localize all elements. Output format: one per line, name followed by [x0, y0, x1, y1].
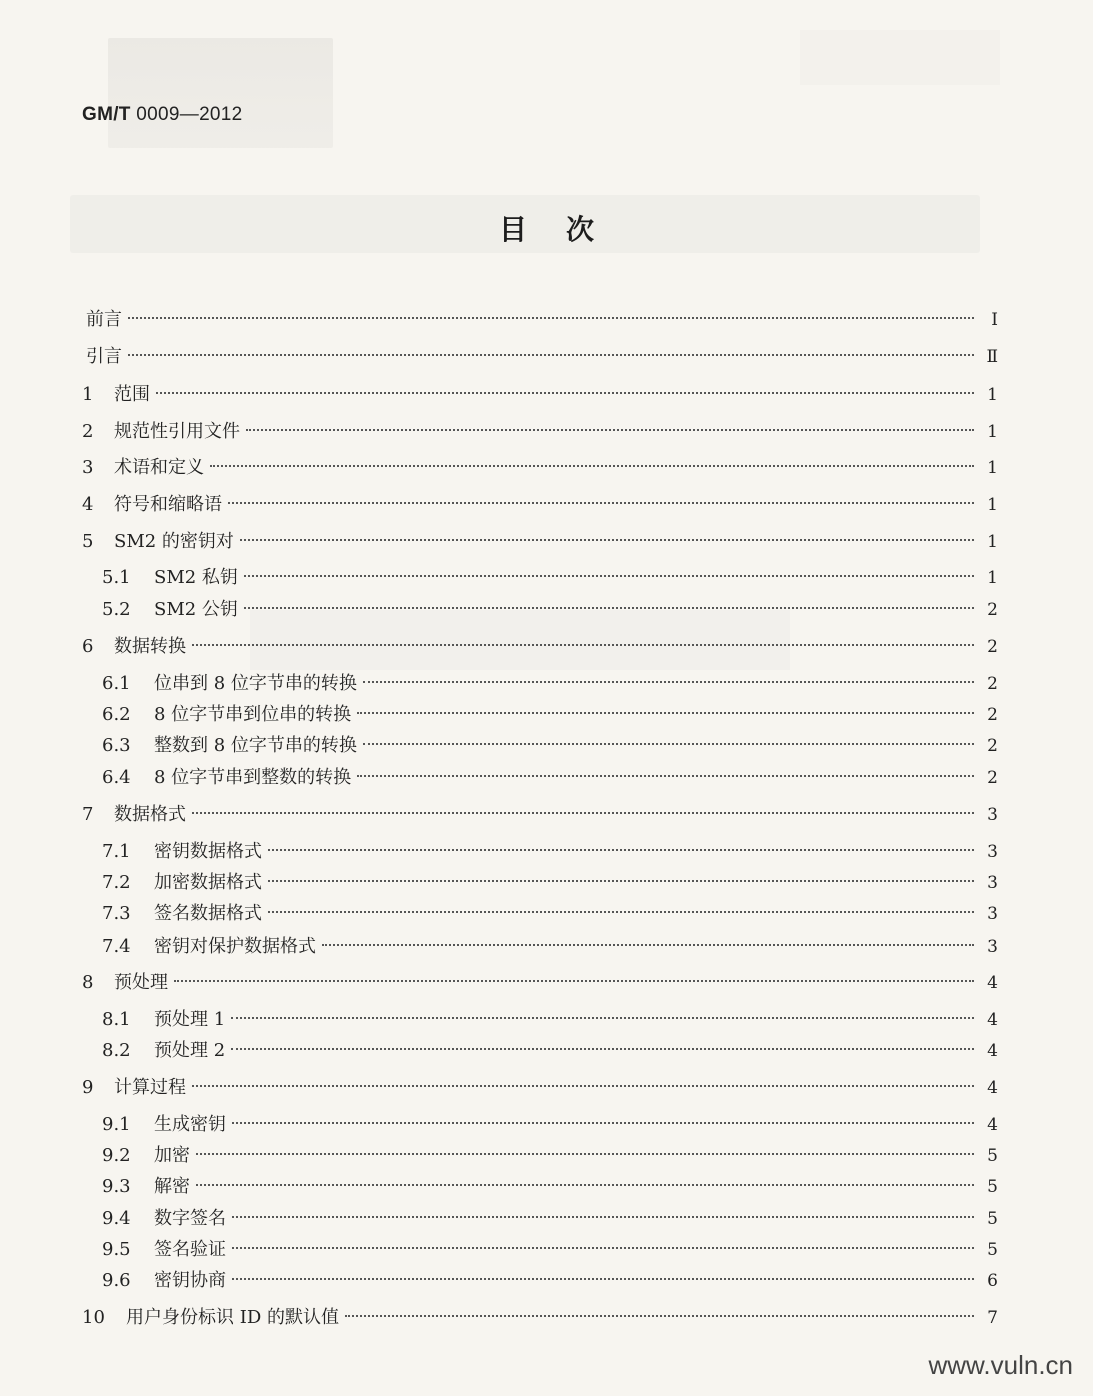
dot-leader — [231, 1017, 974, 1019]
toc-entry-page: 1 — [987, 385, 998, 405]
toc-entry[interactable] — [102, 837, 998, 867]
toc-entry[interactable] — [82, 1073, 998, 1103]
code-number: 0009—2012 — [136, 104, 243, 125]
dot-leader — [128, 354, 974, 356]
toc-entry-page: 1 — [987, 568, 998, 588]
toc-entry-label: 8 位字节串到整数的转换 — [154, 767, 352, 788]
toc-entry-label: 符号和缩略语 — [114, 494, 222, 515]
toc-entry-number: 9.4 — [102, 1208, 131, 1229]
toc-entry-label: 密钥协商 — [154, 1270, 226, 1291]
toc-entry-number: 4 — [82, 494, 94, 515]
toc-entry-page: 2 — [987, 768, 998, 788]
toc-entry-number: 3 — [82, 457, 94, 478]
toc-entry-number: 8 — [82, 972, 94, 993]
toc-entry-page: 1 — [987, 458, 998, 478]
toc-entry-page: 4 — [987, 1078, 998, 1098]
toc-entry[interactable] — [102, 763, 998, 793]
toc-entry-page: 4 — [987, 1041, 998, 1061]
toc-entry-page: 5 — [987, 1209, 998, 1229]
toc-entry-number: 6.1 — [102, 673, 131, 694]
toc-entry-page: 4 — [987, 973, 998, 993]
dot-leader — [357, 775, 974, 777]
toc-entry-label: 预处理 — [114, 972, 168, 993]
toc-entry[interactable] — [82, 305, 998, 335]
dot-leader — [363, 681, 974, 683]
toc-entry-label: SM2 私钥 — [154, 567, 238, 588]
toc-entry-page: 2 — [987, 736, 998, 756]
toc-entry-label: 签名数据格式 — [154, 903, 262, 924]
toc-entry-number: 8.1 — [102, 1009, 131, 1030]
dot-leader — [196, 1184, 974, 1186]
toc-entry-number: 7.2 — [102, 872, 131, 893]
dot-leader — [246, 429, 974, 431]
toc-entry-page: Ⅰ — [991, 310, 998, 330]
toc-entry[interactable] — [82, 342, 998, 372]
dot-leader — [192, 644, 974, 646]
toc-entry-label: 解密 — [154, 1176, 190, 1197]
toc-entry-label: 签名验证 — [154, 1239, 226, 1260]
toc-entry-number: 6.3 — [102, 735, 131, 756]
dot-leader — [363, 743, 974, 745]
dot-leader — [228, 502, 974, 504]
toc-entry[interactable] — [102, 1204, 998, 1234]
toc-entry-number: 6.4 — [102, 767, 131, 788]
page-title: 目 次 — [499, 213, 594, 246]
toc-entry-label: 生成密钥 — [154, 1114, 226, 1135]
toc-entry-number: 9.6 — [102, 1270, 131, 1291]
toc-entry-number: 6 — [82, 636, 94, 657]
toc-entry[interactable] — [82, 417, 998, 447]
dot-leader — [174, 980, 974, 982]
dot-leader — [156, 392, 974, 394]
toc-entry-label: 范围 — [114, 384, 150, 405]
toc-entry-label: 密钥数据格式 — [154, 841, 262, 862]
toc-entry[interactable] — [102, 669, 998, 699]
toc-entry-label: 位串到 8 位字节串的转换 — [154, 673, 357, 694]
toc-entry-page: 1 — [987, 422, 998, 442]
toc-entry-number: 9 — [82, 1077, 94, 1098]
toc-entry-page: 7 — [987, 1308, 998, 1328]
toc-entry-number: 9.1 — [102, 1114, 131, 1135]
toc-entry-label: 预处理 2 — [154, 1040, 226, 1061]
dot-leader — [345, 1315, 974, 1317]
dot-leader — [232, 1278, 974, 1280]
dot-leader — [244, 575, 974, 577]
toc-entry[interactable] — [102, 1110, 998, 1140]
code-prefix: GM/T — [82, 104, 131, 125]
toc-entry-label: 术语和定义 — [114, 457, 204, 478]
toc-entry-label: 数字签名 — [154, 1208, 226, 1229]
toc-entry-number: 5.2 — [102, 599, 131, 620]
toc-entry[interactable] — [102, 1036, 998, 1066]
toc-entry-page: 5 — [987, 1177, 998, 1197]
toc-entry-page: 1 — [987, 495, 998, 515]
toc-entry-label: 密钥对保护数据格式 — [154, 936, 316, 957]
dot-leader — [128, 317, 974, 319]
toc-entry[interactable] — [82, 800, 998, 830]
toc-entry[interactable] — [102, 731, 998, 761]
toc-entry[interactable] — [82, 490, 998, 520]
toc-entry-page: 5 — [987, 1240, 998, 1260]
toc-entry[interactable] — [82, 453, 998, 483]
toc-entry[interactable] — [102, 1141, 998, 1171]
toc-entry[interactable] — [82, 968, 998, 998]
toc-entry-number: 7.4 — [102, 936, 131, 957]
toc-entry-label: 用户身份标识 ID 的默认值 — [126, 1307, 339, 1328]
toc-entry-page: 5 — [987, 1146, 998, 1166]
dot-leader — [232, 1122, 974, 1124]
dot-leader — [192, 1085, 974, 1087]
dot-leader — [322, 944, 974, 946]
toc-entry-page: 3 — [987, 937, 998, 957]
toc-entry-page: 2 — [987, 674, 998, 694]
toc-entry[interactable] — [82, 380, 998, 410]
toc-entry-label: SM2 公钥 — [154, 599, 238, 620]
toc-entry-page: 3 — [987, 904, 998, 924]
toc-entry-number: 5 — [82, 531, 94, 552]
toc-entry[interactable] — [102, 700, 998, 730]
toc-entry[interactable] — [82, 527, 998, 557]
toc-entry-page: 3 — [987, 873, 998, 893]
toc-entry-page: 3 — [987, 805, 998, 825]
dot-leader — [210, 465, 974, 467]
dot-leader — [244, 607, 974, 609]
toc-entry-number: 6.2 — [102, 704, 131, 725]
site-watermark: www.vuln.cn — [928, 1350, 1073, 1380]
toc-entry[interactable] — [82, 1303, 998, 1333]
toc-entry-label: 数据转换 — [114, 636, 186, 657]
dot-leader — [232, 1247, 974, 1249]
toc-entry-number: 9.3 — [102, 1176, 131, 1197]
dot-leader — [240, 539, 974, 541]
toc-entry-page: Ⅱ — [986, 347, 998, 367]
toc-entry-page: 2 — [987, 637, 998, 657]
toc-entry-number: 9.5 — [102, 1239, 131, 1260]
toc-entry-label: 数据格式 — [114, 804, 186, 825]
dot-leader — [232, 1216, 974, 1218]
toc-entry-page: 1 — [987, 532, 998, 552]
dot-leader — [231, 1048, 974, 1050]
toc-entry[interactable] — [102, 1266, 998, 1296]
toc-entry-label: 整数到 8 位字节串的转换 — [154, 735, 357, 756]
toc-entry-number: 7.1 — [102, 841, 131, 862]
toc-entry-number: 8.2 — [102, 1040, 131, 1061]
toc-entry[interactable] — [102, 1235, 998, 1265]
toc-entry-page: 3 — [987, 842, 998, 862]
toc-entry-label: 8 位字节串到位串的转换 — [154, 704, 352, 725]
toc-entry[interactable] — [102, 932, 998, 962]
dot-leader — [192, 812, 974, 814]
toc-entry-label: 规范性引用文件 — [114, 421, 240, 442]
toc-entry-page: 4 — [987, 1010, 998, 1030]
toc-entry[interactable] — [102, 899, 998, 929]
toc-entry-page: 6 — [987, 1271, 998, 1291]
toc-entry-number: 5.1 — [102, 567, 131, 588]
toc-entry-page: 4 — [987, 1115, 998, 1135]
toc-entry-label: 前言 — [86, 309, 122, 330]
toc-entry-label: 加密数据格式 — [154, 872, 262, 893]
toc-entry[interactable] — [102, 1172, 998, 1202]
dot-leader — [268, 911, 974, 913]
toc-entry-page: 2 — [987, 705, 998, 725]
dot-leader — [268, 880, 974, 882]
toc-entry[interactable] — [102, 563, 998, 593]
toc-entry-label: 预处理 1 — [154, 1009, 226, 1030]
dot-leader — [357, 712, 974, 714]
toc-entry[interactable] — [102, 1005, 998, 1035]
toc-entry-page: 2 — [987, 600, 998, 620]
toc-entry-label: SM2 的密钥对 — [114, 531, 234, 552]
toc-entry-label: 计算过程 — [114, 1077, 186, 1098]
toc-entry[interactable] — [102, 595, 998, 625]
toc-entry[interactable] — [102, 868, 998, 898]
toc-entry-number: 2 — [82, 421, 94, 442]
toc-entry-number: 7 — [82, 804, 94, 825]
toc-entry-number: 7.3 — [102, 903, 131, 924]
toc-entry[interactable] — [82, 632, 998, 662]
toc-entry-number: 1 — [82, 384, 94, 405]
dot-leader — [268, 849, 974, 851]
dot-leader — [196, 1153, 974, 1155]
toc-entry-label: 引言 — [86, 346, 122, 367]
toc-entry-label: 加密 — [154, 1145, 190, 1166]
toc-entry-number: 9.2 — [102, 1145, 131, 1166]
toc-entry-number: 10 — [82, 1307, 105, 1328]
